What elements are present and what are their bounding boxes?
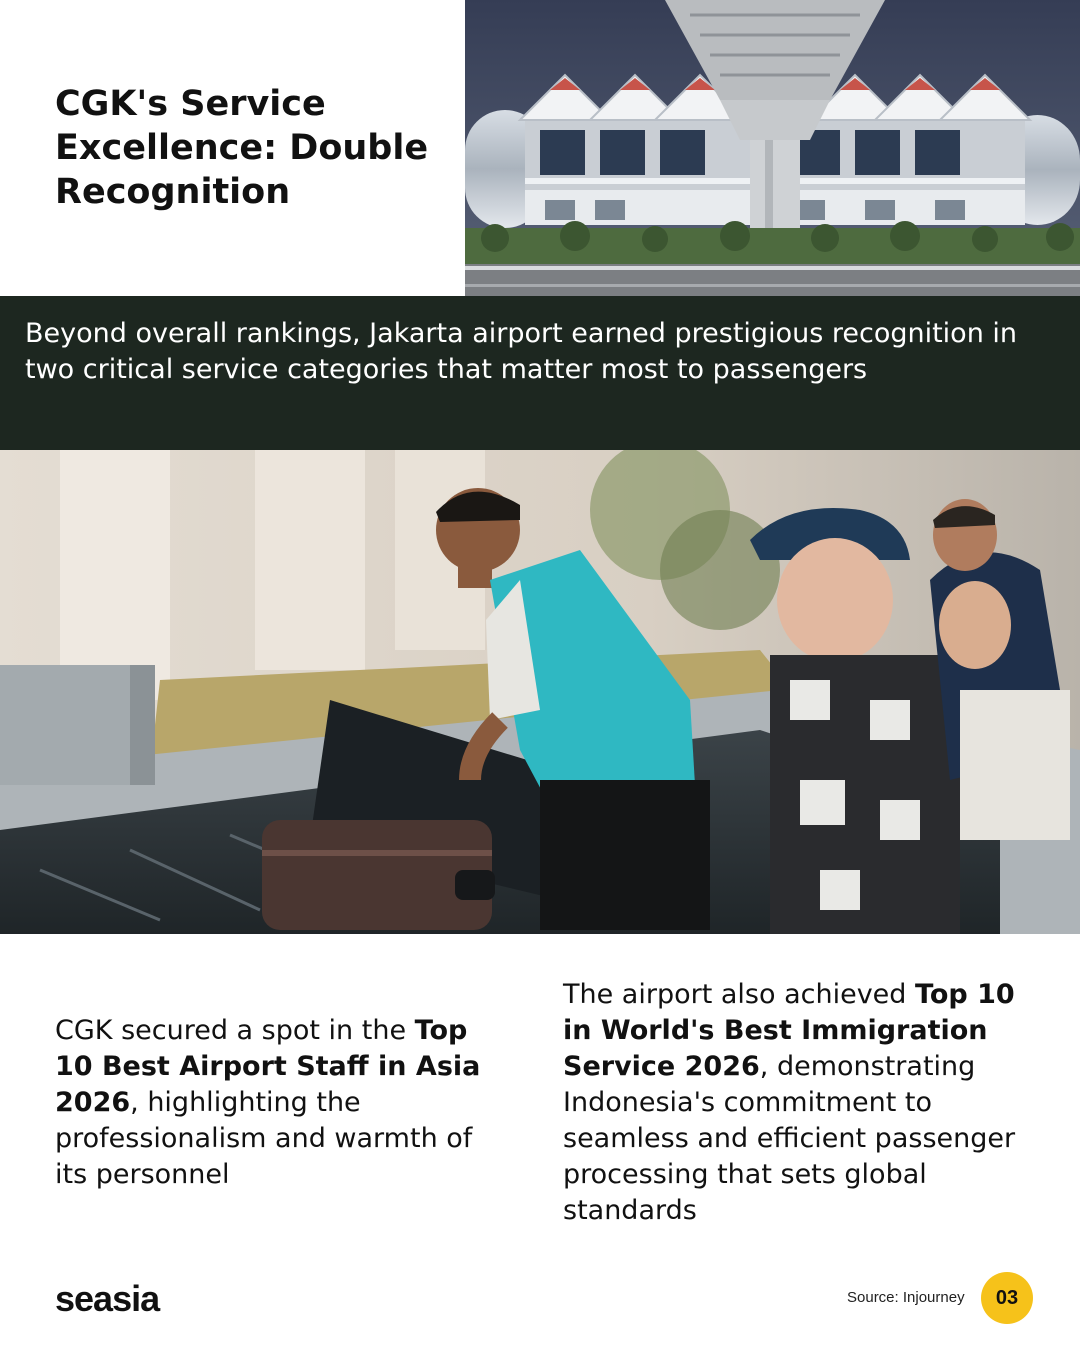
immigration-award-highlight: Top 10 in World's Best Immigration Service 2026 <box>563 979 1015 1082</box>
airport-terminal-photo <box>465 0 1080 296</box>
staff-award-outro: , highlighting the professionalism and warmth of its personnel <box>55 1087 473 1190</box>
source-credit: Source: Injourney <box>847 1289 965 1306</box>
staff-award-text <box>55 1013 505 1193</box>
immigration-award-intro: The airport also achieved <box>563 979 916 1010</box>
baggage-service-staff-photo <box>0 450 1080 934</box>
page-title: CGK's Service Excellence: Double Recognition <box>55 84 429 212</box>
staff-award-highlight: Top 10 Best Airport Staff in Asia 2026 <box>55 1015 481 1118</box>
staff-award-intro: CGK secured a spot in the <box>55 1015 415 1046</box>
page-number-badge: 03 <box>981 1272 1033 1324</box>
immigration-award-outro: , demonstrating Indonesia's commitment to seamless and efficient passenger processing that sets global standards <box>563 1051 1016 1226</box>
immigration-award-text <box>563 977 1043 1229</box>
brand-logo: seasia <box>55 1278 160 1319</box>
intro-banner <box>0 296 1080 450</box>
banner-text: Beyond overall rankings, Jakarta airport earned prestigious recognition in two critical service categories that matter most to passengers <box>25 318 1017 385</box>
